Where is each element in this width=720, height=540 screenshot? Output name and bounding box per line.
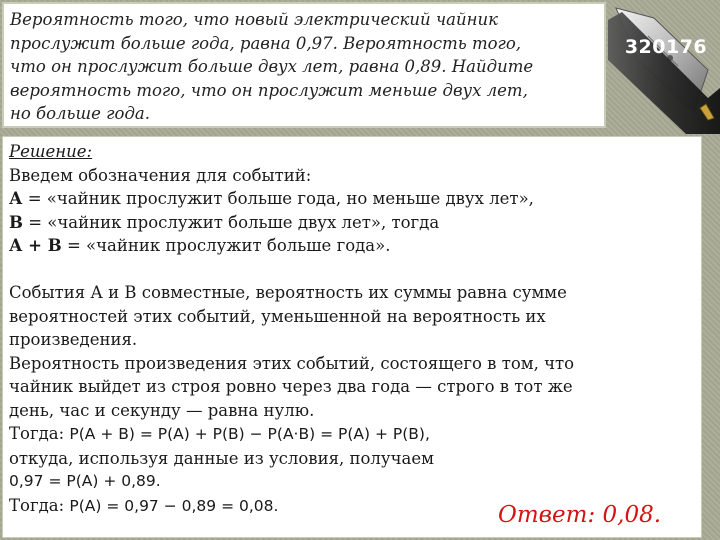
- event-b-text: = «чайник прослужит больше двух лет», тогда: [22, 212, 440, 232]
- event-a-definition: [9, 187, 693, 211]
- event-a-text: = «чайник прослужит больше года, но меньше двух лет»,: [22, 189, 534, 208]
- paragraph-line: произведения.: [9, 330, 138, 349]
- paragraph-line: чайник выйдет из строя ровно через два года — строго в тот же: [9, 377, 573, 396]
- formula-prefix: Тогда:: [9, 495, 70, 515]
- event-b-label: В: [9, 212, 23, 232]
- event-sum-definition: [9, 234, 693, 258]
- problem-statement: [2, 2, 606, 128]
- event-a-label: А: [9, 189, 23, 208]
- paragraph-line: Вероятность произведения этих событий, состоящего в том, что: [9, 353, 575, 373]
- pen-nib-icon: [608, 0, 720, 134]
- event-b-definition: [9, 211, 693, 235]
- paragraph-line: События А и В совместные, вероятность их суммы равна сумме: [9, 283, 567, 302]
- answer-text: Ответ: 0,08.: [498, 502, 662, 528]
- task-number: 320176: [624, 36, 708, 58]
- formula-prefix: Тогда:: [9, 424, 70, 443]
- formula-line-1: [9, 422, 693, 447]
- solution-intro: Введем обозначения для событий:: [9, 165, 312, 185]
- solution-panel: [2, 136, 702, 538]
- formula-1: P(A + B) = P(A) + P(B) − P(A·B) = P(A) + P(B),: [69, 425, 430, 443]
- formula-2: 0,97 = P(A) + 0,89.: [9, 472, 161, 490]
- paragraph-line: день, час и секунду — равна нулю.: [9, 400, 315, 420]
- derive-line: откуда, используя данные из условия, получаем: [9, 448, 434, 468]
- solution-heading: Решение:: [9, 142, 93, 161]
- spacer: [9, 258, 693, 282]
- paragraph-line: вероятностей этих событий, уменьшенной на вероятность их: [9, 306, 546, 326]
- event-sum-label: А + В: [9, 236, 62, 255]
- event-sum-text: = «чайник прослужит больше года».: [61, 236, 391, 255]
- formula-3: P(A) = 0,97 − 0,89 = 0,08.: [69, 496, 279, 515]
- problem-text: Вероятность того, что новый электрический чайник прослужит больше года, равна 0,97. Вероятность того, что он прослужит больше двух лет, равна 0,89. Найдите вероятность того, что он прослужит меньше двух лет, но больше года.: [10, 10, 534, 123]
